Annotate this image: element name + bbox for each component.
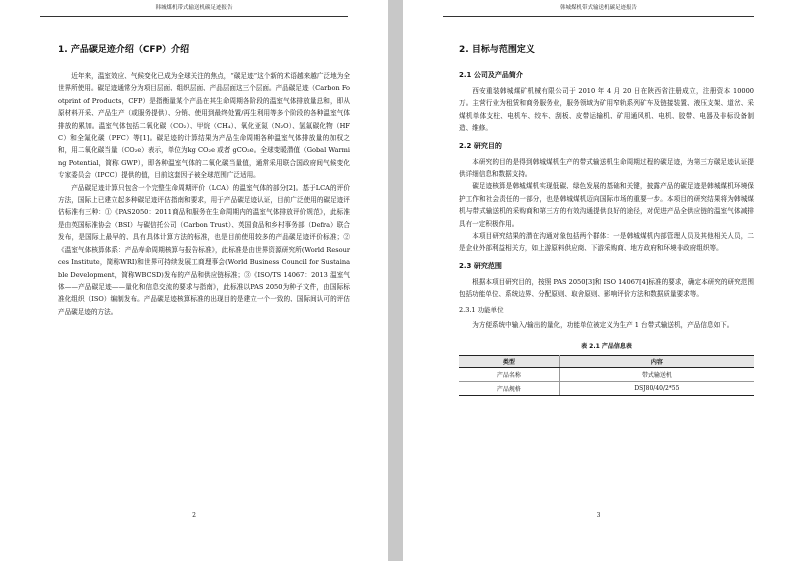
paragraph: 碳足迹核算是韩城煤机实现低碳、绿色发展的基础和关键，披露产品的碳足迹是韩城煤机环境保护工作和社会责任的一部分，也是韩城煤机迈向国际市场的重要一步。本项目的研究结果将为韩城煤机与带式输送机的采购商和第三方的有效沟通提供良好的途径，对促进产品全供应链的温室气体减排具有一定积极作用。: [459, 182, 754, 228]
table-cell: 带式输送机: [559, 368, 754, 382]
page-header: 韩城煤机带式输送机碳足迹报告: [155, 5, 233, 11]
table-cell: DSJ80/40/2*55: [559, 382, 754, 396]
paragraph: 产品碳足迹计算只包含一个完整生命周期评价（LCA）的温室气体的部分[2]。基于LCA的评价方法，国际上已建立起多种碳足迹评估指南和要求，用于产品碳足迹认证，目前广泛使用的碳足迹评估标准有三种：①《PAS2050：2011商品和服务在生命周期内的温室气体排放评价规范》，此标准是由英国标准协会（BSI）与碳信托公司（Carbon Trust）、英国食品和乡村事务部（Defra）联合发布，是国际上最早的、具有具体计算方法的标准，也是目前使用较多的产品碳足迹评价标准；②《温室气体核算体系：产品寿命周期核算与报告标准》，此标准是由世界资源研究所(World Resources Institute，简称WRI)和世界可持续发展工商理事会(World Business Council for Sustainable Development，简称WBCSD)发布的产品和供应链标准；③《ISO/TS 14067：2013 温室气体——产品碳足迹——量化和信息交流的要求与指南》，此标准以PAS 2050为种子文件，由国际标准化组织（ISO）编制发布。产品碳足迹核算标准的出现目的是建立一个一致的、国际间认可的评估产品碳足迹的方法。: [58, 183, 350, 316]
table-cell: 产品规格: [459, 382, 559, 396]
paragraph: 本项目研究结果的潜在沟通对象包括两个群体：一是韩城煤机内部管理人员及其他相关人员，二是企业外部利益相关方，如上游原料供应商、下游采购商、地方政府和环境非政府组织等。: [459, 232, 754, 253]
table-header-cell: 类型: [459, 356, 559, 368]
page-body: [459, 44, 754, 396]
header-divider: [40, 16, 348, 17]
paragraph: 西安重装韩城煤矿机械有限公司于 2010 年 4 月 20 日在陕西省注册成立，注册资本 10000 万。主营行业为租赁和商务服务业，服务领域为矿用窄轨系列矿车及链接装置、液压支架、道岔、采煤机单体支柱、电机车、绞车、刮板、皮带运输机、矿用通风机、电机、胶带、电器及非标设备制造、维修。: [459, 87, 754, 133]
document-page-right: [403, 0, 794, 561]
page-header: 韩城煤机带式输送机碳足迹报告: [559, 5, 637, 11]
document-page-left: [0, 0, 388, 561]
paragraph: 本研究的目的是得到韩城煤机生产的带式输送机生命周期过程的碳足迹，为第三方碳足迹认证提供详细信息和数据支持。: [459, 157, 754, 179]
page-number: 2: [192, 512, 196, 519]
page-body: [58, 44, 350, 318]
paragraph: 为方便系统中输入/输出的量化，功能单位被定义为生产 1 台带式输送机，产品信息如下。: [472, 320, 734, 329]
page-number: 3: [596, 512, 601, 519]
table-row: [459, 382, 754, 396]
subsection-title: 2.2 研究目的: [459, 141, 502, 150]
product-info-table: [459, 355, 754, 396]
header-divider: [443, 16, 754, 17]
paragraph: 近年来，温室效应、气候变化已成为全球关注的焦点，“碳足迹”这个新的术语越来越广泛地为全世界所使用。碳足迹通常分为项目层面、组织层面、产品层面这三个层面。产品碳足迹（Carbon Footprint of Products，CFP）是指衡量某个产品在其生命周期各阶段的温室气体排放量总和，即从原材料开采、产品生产（或服务提供）、分销、使用到最终处置/再生利用等多个阶段的各种温室气体排放的累加。温室气体包括二氧化碳（CO₂）、甲烷（CH₄）、氧化亚氮（N₂O）、氢氟碳化物（HFC）和全氟化碳（PFC）等[1]。碳足迹的计算结果为产品生命周期各种温室气体排放量的加权之和，用二氧化碳当量（CO₂e）表示，单位为kg CO₂e 或者 gCO₂e。全球变暖潜值（Gobal Warming Potential，简称 GWP），即各种温室气体的二氧化碳当量值，通常采用联合国政府间气候变化专家委员会（IPCC）提供的值，目前这套因子被全球范围广泛适用。: [58, 72, 350, 180]
subsubsection-title: 2.3.1 功能单位: [459, 305, 504, 314]
page-gutter: [388, 0, 403, 561]
table-row: [459, 368, 754, 382]
paragraph: 根据本项目研究目的，按照 PAS 2050[3]和 ISO 14067[4]标准的要求，确定本研究的研究范围包括功能单位、系统边界、分配原则、取舍原则、影响评价方法和数据质量要求等。: [459, 277, 754, 299]
subsection-title: 2.3 研究范围: [459, 261, 502, 270]
table-header-cell: 内容: [559, 356, 754, 368]
table-header-row: [459, 356, 754, 368]
table-caption: 表 2.1 产品信息表: [581, 343, 632, 351]
subsection-title: 2.1 公司及产品简介: [459, 71, 523, 79]
section-title: 1. 产品碳足迹介绍（CFP）介绍: [58, 45, 190, 55]
section-title: 2. 目标与范围定义: [459, 45, 535, 55]
table-cell: 产品名称: [459, 368, 559, 382]
